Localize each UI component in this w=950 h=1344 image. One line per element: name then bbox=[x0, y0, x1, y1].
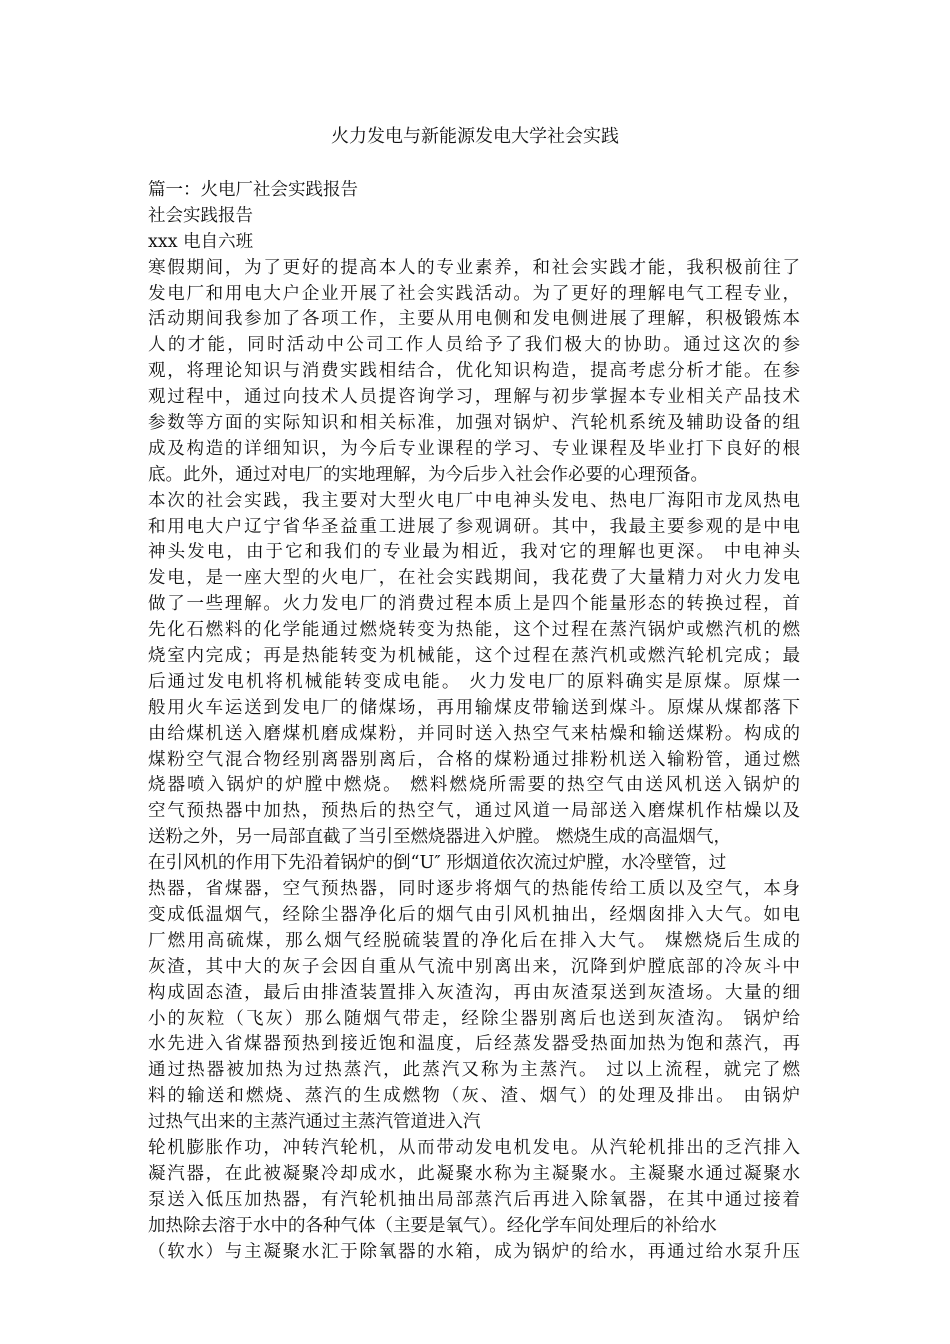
text-line: 料的输送和燃烧、蒸汽的生成燃物（灰、渣、烟气）的处理及排出。 由锅炉 bbox=[148, 1086, 800, 1107]
text-line: 送粉之外，另一局部直截了当引至燃烧器进入炉膛。 燃烧生成的高温烟气， bbox=[148, 827, 732, 848]
text-line: 煤粉空气混合物经别离器别离后，合格的煤粉通过排粉机送入输粉管，通过燃 bbox=[148, 749, 800, 770]
text-line: 变成低温烟气，经除尘器净化后的烟气由引风机抽出，经烟囱排入大气。如电 bbox=[148, 904, 800, 925]
document-title: 火力发电与新能源发电大学社会实践 bbox=[331, 126, 619, 147]
text-line: 烧器喷入锅炉的炉膛中燃烧。 燃料燃烧所需要的热空气由送风机送入锅炉的 bbox=[148, 775, 800, 796]
text-line: 烧室内完成；再是热能转变为机械能，这个过程在蒸汽机或燃汽轮机完成；最 bbox=[148, 646, 800, 667]
text-line: 先化石燃料的化学能通过燃烧转变为热能，这个过程在蒸汽锅炉或燃汽机的燃 bbox=[148, 620, 800, 641]
text-line: 般用火车运送到发电厂的储煤场，再用输煤皮带输送到煤斗。原煤从煤都落下 bbox=[148, 697, 800, 718]
text-line: 加热除去溶于水中的各种气体（主要是氧气）。经化学车间处理后的补给水 bbox=[148, 1215, 717, 1236]
text-line: 构成固态渣，最后由排渣装置排入灰渣沟，再由灰渣泵送到灰渣场。大量的细 bbox=[148, 982, 800, 1003]
text-line: 观过程中，通过向技术人员提咨询学习，理解与初步掌握本专业相关产品技术 bbox=[148, 387, 800, 408]
text-line: （软水）与主凝聚水汇于除氧器的水箱，成为锅炉的给水，再通过给水泵升压 bbox=[148, 1241, 800, 1262]
text-line: 和用电大户辽宁省华圣益重工进展了参观调研。其中，我最主要参观的是中电 bbox=[148, 516, 800, 537]
text-line: 成及构造的详细知识，为今后专业课程的学习、专业课程及毕业打下良好的根 bbox=[148, 438, 800, 459]
text-line: 由给煤机送入磨煤机磨成煤粉，并同时送入热空气来枯燥和输送煤粉。构成的 bbox=[148, 723, 800, 744]
text-line: 轮机膨胀作功，冲转汽轮机，从而带动发电机发电。从汽轮机排出的乏汽排入 bbox=[148, 1137, 800, 1158]
text-line: 参数等方面的实际知识和相关标准，加强对锅炉、汽轮机系统及辅助设备的组 bbox=[148, 413, 800, 434]
text-line: 通过热器被加热为过热蒸汽，此蒸汽又称为主蒸汽。 过以上流程，就完了燃 bbox=[148, 1060, 800, 1081]
text-line: 凝汽器，在此被凝聚冷却成水，此凝聚水称为主凝聚水。主凝聚水通过凝聚水 bbox=[148, 1163, 800, 1184]
text-line: 本次的社会实践，我主要对大型火电厂中电神头发电、热电厂海阳市龙凤热电 bbox=[148, 490, 800, 511]
text-line: 寒假期间，为了更好的提高本人的专业素养，和社会实践才能，我积极前往了 bbox=[148, 257, 800, 278]
text-line: 活动期间我参加了各项工作，主要从用电侧和发电侧进展了理解，积极锻炼本 bbox=[148, 309, 800, 330]
text-line: 观，将理论知识与消费实践相结合，优化知识构造，提高考虑分析才能。在参 bbox=[148, 361, 800, 382]
text-line: 水先进入省煤器预热到接近饱和温度，后经蒸发器受热面加热为饱和蒸汽，再 bbox=[148, 1034, 800, 1055]
text-line: 发电厂和用电大户企业开展了社会实践活动。为了更好的理解电气工程专业， bbox=[148, 283, 800, 304]
text-line: 人的才能，同时活动中公司工作人员给予了我们极大的协助。通过这次的参 bbox=[148, 335, 800, 356]
section-heading: 篇一：火电厂社会实践报告 bbox=[148, 180, 358, 200]
text-line: 做了一些理解。火力发电厂的消费过程本质上是四个能量形态的转换过程，首 bbox=[148, 594, 800, 615]
text-line: 空气预热器中加热，预热后的热空气，通过风道一局部送入磨煤机作枯燥以及 bbox=[148, 801, 800, 822]
author-class: xxx 电自六班 bbox=[148, 231, 254, 252]
text-line: 热器，省煤器，空气预热器，同时逐步将烟气的热能传给工质以及空气，本身 bbox=[148, 879, 800, 900]
text-line: 神头发电，由于它和我们的专业最为相近，我对它的理解也更深。 中电神头 bbox=[148, 542, 800, 563]
text-line: 发电，是一座大型的火电厂，在社会实践期间，我花费了大量精力对火力发电 bbox=[148, 568, 800, 589]
text-line: 过热气出来的主蒸汽通过主蒸汽管道进入汽 bbox=[148, 1112, 481, 1133]
text-line: 小的灰粒（飞灰）那么随烟气带走，经除尘器别离后也送到灰渣沟。 锅炉给 bbox=[148, 1008, 800, 1029]
report-title: 社会实践报告 bbox=[148, 205, 253, 226]
text-line: 泵送入低压加热器，有汽轮机抽出局部蒸汽后再进入除氧器，在其中通过接着 bbox=[148, 1189, 800, 1210]
document-body bbox=[148, 178, 800, 1265]
text-line: 灰渣，其中大的灰子会因自重从气流中别离出来，沉降到炉膛底部的冷灰斗中 bbox=[148, 956, 800, 977]
text-line: 厂燃用高硫煤，那么烟气经脱硫装置的净化后在排入大气。 煤燃烧后生成的 bbox=[148, 930, 800, 951]
text-line: 在引风机的作用下先沿着锅炉的倒“U″ 形烟道依次流过炉膛，水冷壁管，过 bbox=[148, 853, 727, 874]
text-line: 底。此外，通过对电厂的实地理解，为今后步入社会作必要的心理预备。 bbox=[148, 464, 708, 485]
text-line: 后通过发电机将机械能转变成电能。 火力发电厂的原料确实是原煤。原煤一 bbox=[148, 671, 800, 692]
